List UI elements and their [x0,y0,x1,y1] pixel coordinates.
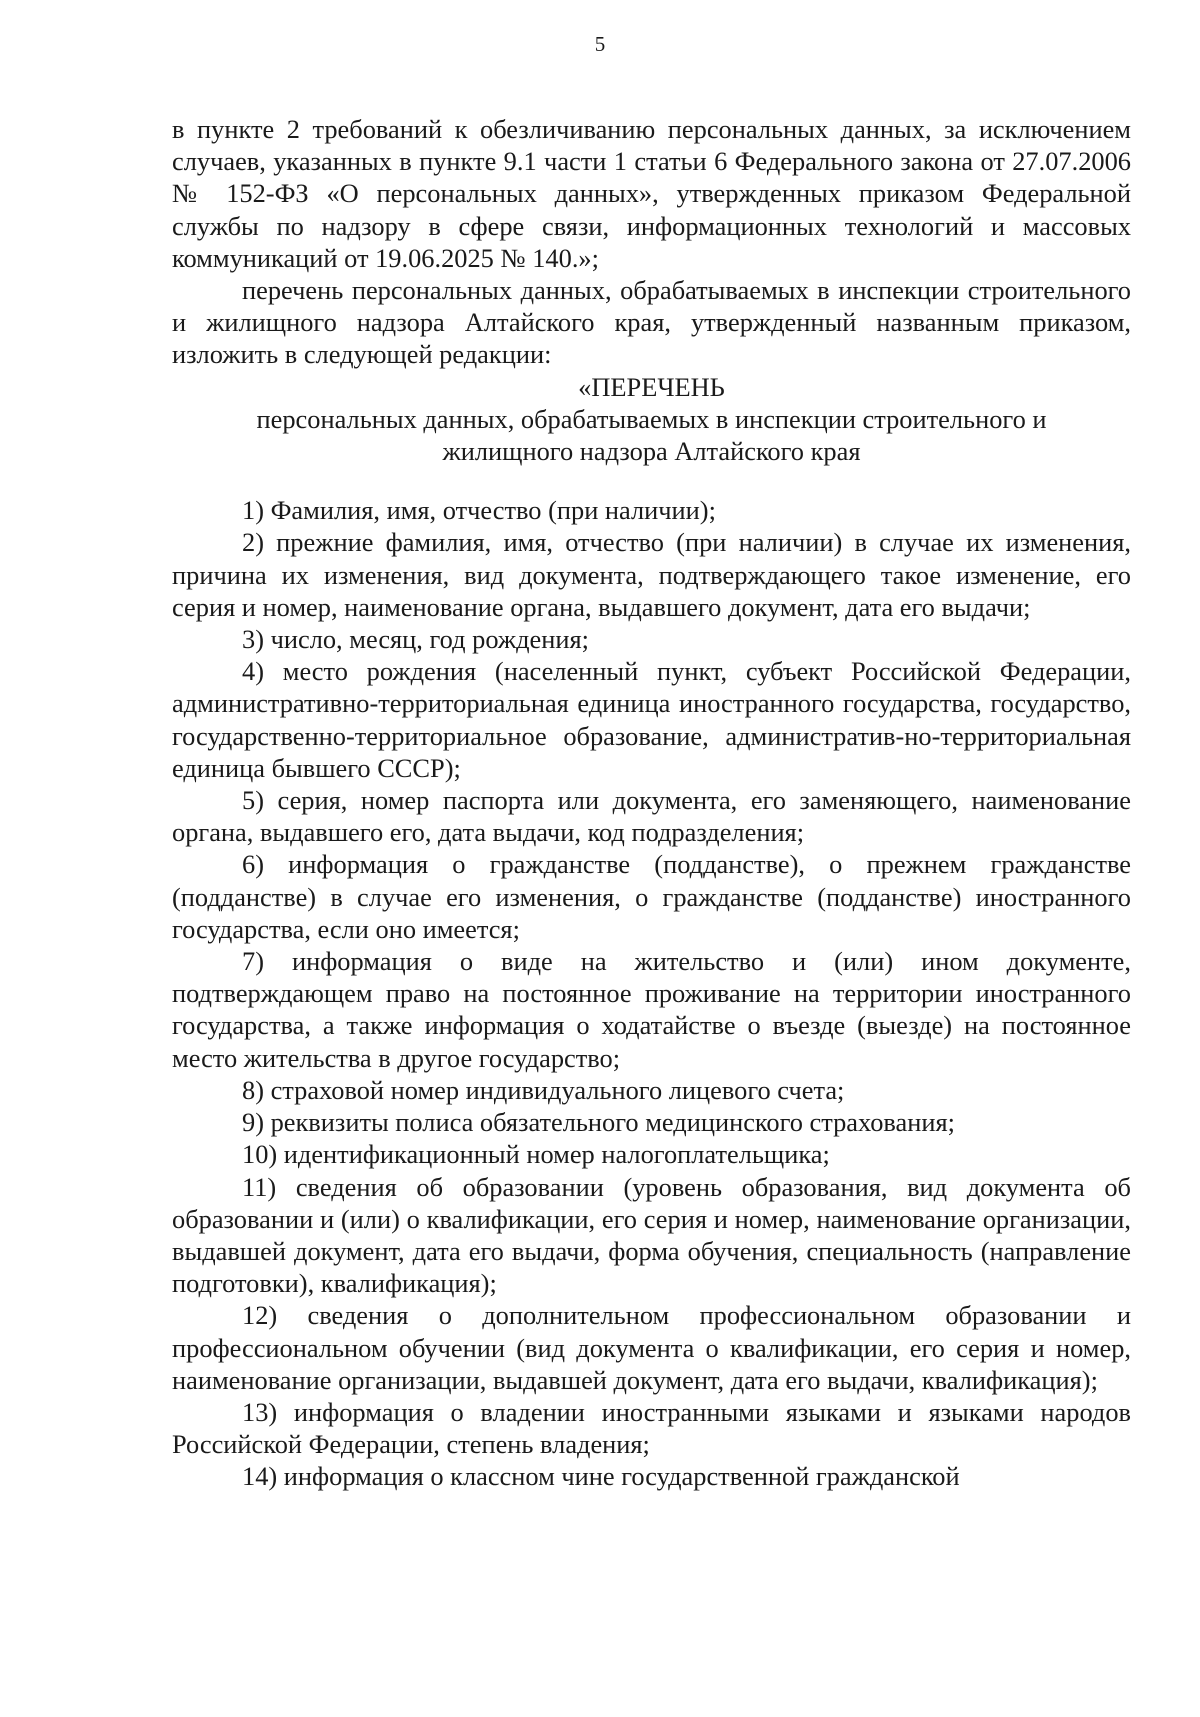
list-item-3: 3) число, месяц, год рождения; [242,624,589,655]
list-item-11: 11) сведения об образовании (уровень образования, вид документа об образовании и (или) о квалификации, его серия и номер, наименование организации, выдавшей документ, дата его выдачи, форма обучения, специальность (направление подготовки), квалификация); [172,1171,1131,1299]
list-item-10: 10) идентификационный номер налогоплательщика; [242,1139,830,1170]
list-title: «ПЕРЕЧЕНЬ [578,371,725,402]
spacer [172,467,1131,494]
page-number: 5 [594,32,606,56]
list-item-4: 4) место рождения (населенный пункт, субъект Российской Федерации, административно-территориальная единица иностранного государства, государство, государственно-территориальное образование, административ-но-территориальная единица бывшего СССР); [172,656,1131,783]
list-item-5: 5) серия, номер паспорта или документа, его заменяющего, наименование органа, выдавшего его, дата выдачи, код подразделения; [172,785,1131,848]
intro-paragraph: в пункте 2 требований к обезличиванию персональных данных, за исключением случаев, указанных в пункте 9.1 части 1 статьи 6 Федерального закона от 27.07.2006 № 152-ФЗ «О персональных данных», утвержденных приказом Федеральной службы по надзору в сфере связи, информационных технологий и массовых коммуникаций от 19.06.2025 № 140.»; [172,114,1131,273]
list-item-1: 1) Фамилия, имя, отчество (при наличии); [242,495,716,526]
list-item-9: 9) реквизиты полиса обязательного медицинского страхования; [242,1107,955,1138]
list-item-2: 2) прежние фамилия, имя, отчество (при наличии) в случае их изменения, причина их изменения, вид документа, подтверждающего такое изменение, его серия и номер, наименование органа, выдавшего документ, дата его выдачи; [172,527,1131,622]
list-item-12: 12) сведения о дополнительном профессиональном образовании и профессиональном обучении (вид документа о квалификации, его серия и номер, наименование организации, выдавшей документ, дата его выдачи, квалификация); [172,1300,1131,1395]
list-item-8: 8) страховой номер индивидуального лицевого счета; [242,1074,845,1105]
document-body [172,113,1131,1493]
list-intro-paragraph: перечень персональных данных, обрабатываемых в инспекции строительного и жилищного надзора Алтайского края, утвержденный названным приказом, изложить в следующей редакции: [172,275,1131,370]
list-item-7: 7) информация о виде на жительство и (или) ином документе, подтверждающем право на постоянное проживание на территории иностранного государства, а также информация о ходатайстве о въезде (выезде) на постоянное место жительства в другое государство; [172,946,1131,1073]
list-item-6: 6) информация о гражданстве (подданстве), о прежнем гражданстве (подданстве) в случае его изменения, о гражданстве (подданстве) иностранного государства, если оно имеется; [172,849,1131,944]
list-item-14: 14) информация о классном чине государственной гражданской [242,1461,960,1492]
list-subtitle: персональных данных, обрабатываемых в инспекции строительного и жилищного надзора Алтайского края [256,403,1047,467]
list-item-13: 13) информация о владении иностранными языками и языками народов Российской Федерации, степень владения; [172,1396,1131,1460]
